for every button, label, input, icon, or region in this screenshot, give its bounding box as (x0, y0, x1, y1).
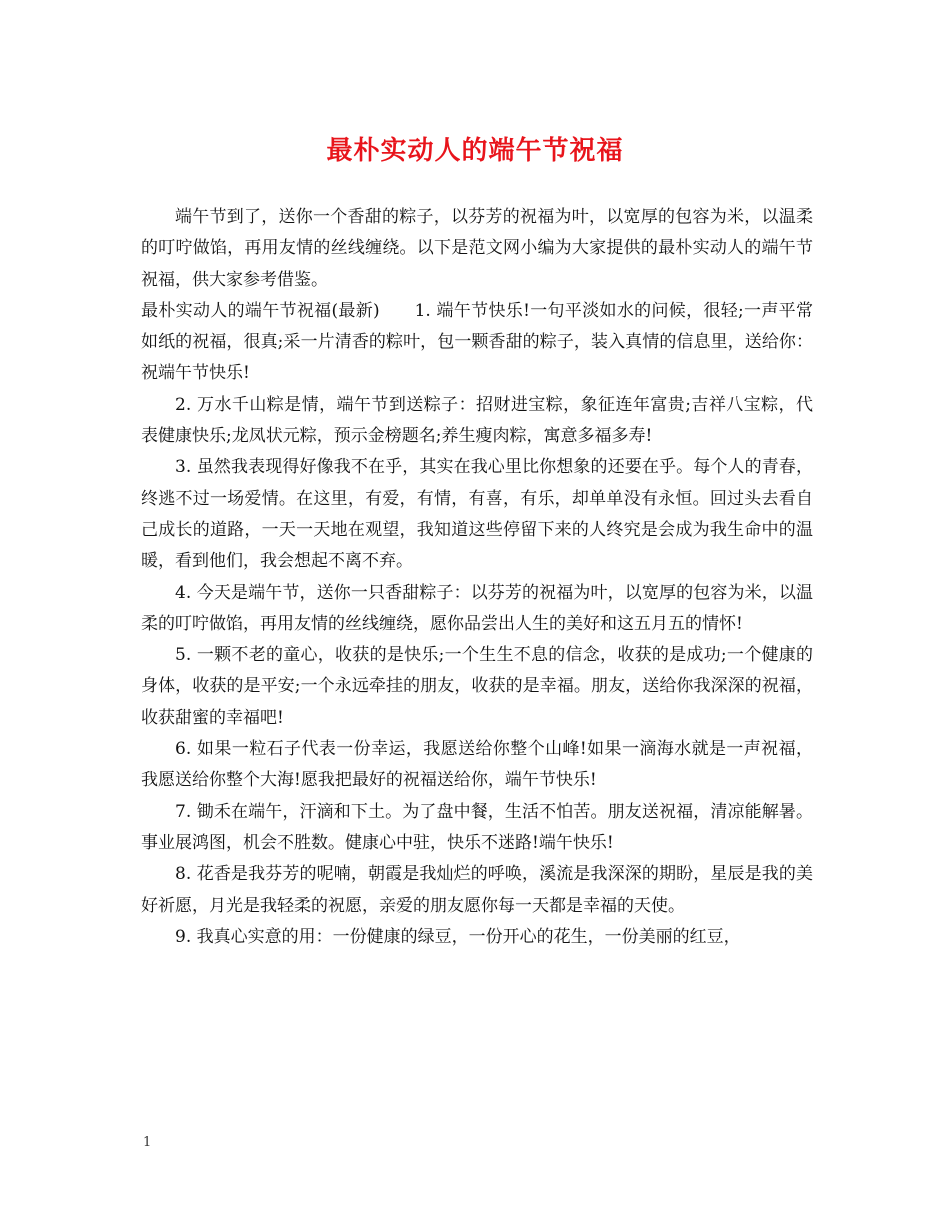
paragraph-item-7: 7. 锄禾在端午，汗滴和下土。为了盘中餐，生活不怕苦。朋友送祝福，清凉能解暑。事业展鸿图，机会不胜数。健康心中驻，快乐不迷路!端午快乐! (141, 801, 813, 853)
paragraph-item-8: 8. 花香是我芬芳的呢喃，朝霞是我灿烂的呼唤，溪流是我深深的期盼，星辰是我的美好祈愿，月光是我轻柔的祝愿，亲爱的朋友愿你每一天都是幸福的天使。 (141, 864, 813, 916)
document-body (141, 202, 813, 953)
paragraph-item-6: 6. 如果一粒石子代表一份幸运，我愿送给你整个山峰!如果一滴海水就是一声祝福，我愿送给你整个大海!愿我把最好的祝福送给你，端午节快乐! (141, 739, 813, 791)
paragraph-item-4: 4. 今天是端午节，送你一只香甜粽子：以芬芳的祝福为叶，以宽厚的包容为米，以温柔的叮咛做馅，再用友情的丝线缠绕，愿你品尝出人生的美好和这五月五的情怀! (141, 582, 813, 634)
paragraph-item-9: 9. 我真心实意的用：一份健康的绿豆，一份开心的花生，一份美丽的红豆， (175, 926, 741, 947)
document-title: 最朴实动人的端午节祝福 (326, 136, 624, 166)
page-number: 1 (143, 1135, 152, 1150)
paragraph-item-5: 5. 一颗不老的童心，收获的是快乐;一个生生不息的信念，收获的是成功;一个健康的身体，收获的是平安;一个永远牵挂的朋友，收获的是幸福。朋友，送给你我深深的祝福，收获甜蜜的幸福吧! (141, 645, 813, 728)
paragraph-intro: 端午节到了，送你一个香甜的粽子，以芬芳的祝福为叶，以宽厚的包容为米，以温柔的叮咛做馅，再用友情的丝线缠绕。以下是范文网小编为大家提供的最朴实动人的端午节祝福，供大家参考借鉴。 (141, 207, 813, 290)
paragraph-item-3: 3. 虽然我表现得好像我不在乎，其实在我心里比你想象的还要在乎。每个人的青春，终逃不过一场爱情。在这里，有爱，有情，有喜，有乐，却单单没有永恒。回过头去看自己成长的道路，一天一天地在观望，我知道这些停留下来的人终究是会成为我生命中的温暖，看到他们，我会想起不离不弃。 (141, 457, 813, 572)
paragraph-item-2: 2. 万水千山粽是情，端午节到送粽子：招财进宝粽，象征连年富贵;吉祥八宝粽，代表健康快乐;龙凤状元粽，预示金榜题名;养生瘦肉粽，寓意多福多寿! (141, 394, 813, 447)
paragraph-heading-item-1: 最朴实动人的端午节祝福(最新) 1. 端午节快乐!一句平淡如水的问候，很轻;一声平常如纸的祝福，很真;采一片清香的粽叶，包一颗香甜的粽子，装入真情的信息里，送给你：祝端午节快乐! (141, 300, 813, 384)
